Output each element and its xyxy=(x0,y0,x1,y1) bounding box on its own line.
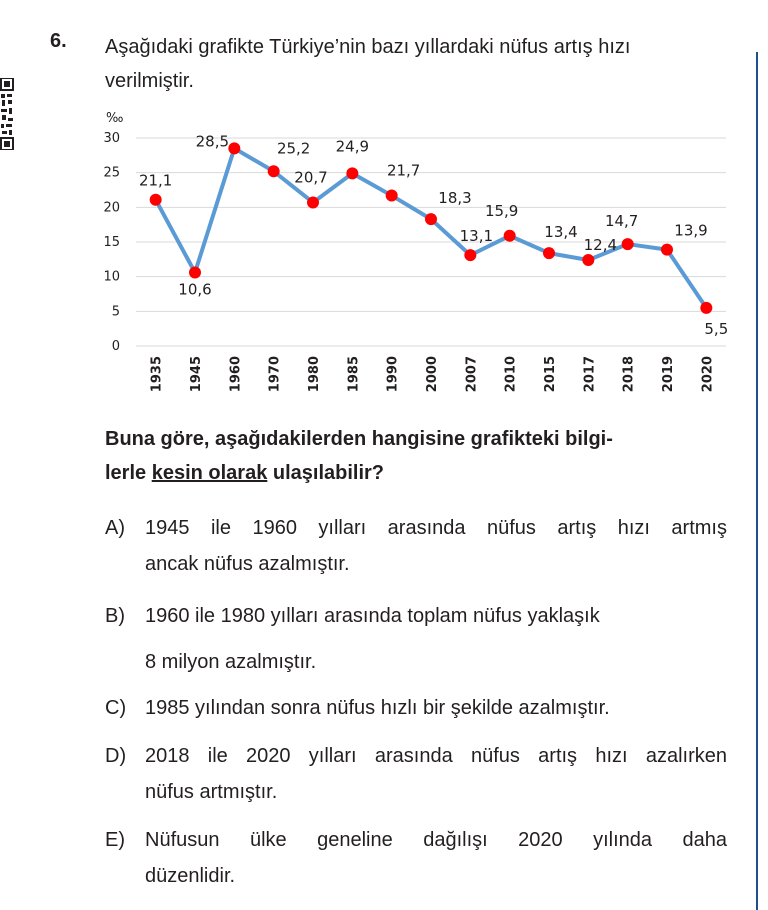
data-label: 25,2 xyxy=(276,139,311,158)
data-label: 18,3 xyxy=(438,189,472,208)
option-a-line-2: ancak nüfus azalmıştır. xyxy=(145,553,350,575)
data-point xyxy=(425,213,437,225)
population-growth-chart xyxy=(98,108,738,408)
data-label: 15,9 xyxy=(484,201,519,220)
data-label: 14,7 xyxy=(604,212,639,231)
y-axis-unit-label: ‰ xyxy=(106,111,124,126)
data-point xyxy=(700,302,712,314)
data-label: 13,1 xyxy=(459,227,494,246)
option-e-letter: E) xyxy=(105,829,125,851)
y-tick-label: 15 xyxy=(103,235,120,250)
data-point xyxy=(189,267,201,279)
data-label: 13,9 xyxy=(674,221,708,240)
option-e-line-2: düzenlidir. xyxy=(145,865,236,887)
data-point xyxy=(661,244,673,256)
x-tick-label: 2020 xyxy=(700,356,716,393)
option-b-letter: B) xyxy=(105,605,125,627)
data-label: 20,7 xyxy=(294,168,328,187)
data-point xyxy=(268,165,280,177)
option-b-continued[interactable] xyxy=(105,644,727,680)
data-point xyxy=(150,194,162,206)
data-label: 21,1 xyxy=(138,171,173,190)
x-tick-label: 1990 xyxy=(385,356,401,393)
data-point xyxy=(386,190,398,202)
x-tick-label: 1935 xyxy=(149,356,165,393)
data-label: 12,4 xyxy=(583,236,618,255)
option-b-line-2: 8 milyon azalmıştır. xyxy=(145,651,317,673)
data-label: 28,5 xyxy=(195,132,230,151)
y-tick-label: 30 xyxy=(103,131,120,146)
question-prompt xyxy=(105,422,727,490)
y-tick-label: 10 xyxy=(103,269,120,285)
option-e[interactable] xyxy=(105,822,727,894)
x-tick-label: 1960 xyxy=(228,356,244,393)
y-tick-label: 5 xyxy=(111,304,120,320)
x-tick-label: 1945 xyxy=(189,356,204,393)
stem-line-1: Aşağıdaki grafikte Türkiye’nin bazı yıllardaki nüfus artış hızı xyxy=(105,36,631,58)
option-a-letter: A) xyxy=(105,517,125,539)
y-tick-label: 0 xyxy=(111,339,120,354)
x-tick-label: 2019 xyxy=(661,356,676,393)
option-c-line-1: 1985 yılından sonra nüfus hızlı bir şekilde azalmıştır. xyxy=(145,697,610,719)
option-c-letter: C) xyxy=(105,697,127,719)
x-tick-label: 1970 xyxy=(267,356,283,393)
option-c[interactable] xyxy=(105,690,727,726)
option-b[interactable] xyxy=(105,598,727,634)
prompt-line-2 xyxy=(105,456,727,490)
data-label: 21,7 xyxy=(386,161,421,180)
prompt-text-post: ulaşılabilir? xyxy=(267,462,385,484)
data-point xyxy=(307,196,319,208)
option-e-line-1: Nüfusun ülke geneline dağılışı 2020 yılında daha xyxy=(145,829,727,851)
data-point xyxy=(464,249,476,261)
option-b-line-1: 1960 ile 1980 yılları arasında toplam nüfus yaklaşık xyxy=(145,605,600,627)
x-tick-label: 2015 xyxy=(543,356,558,393)
data-point xyxy=(504,230,516,242)
option-d-line-2: nüfus artmıştır. xyxy=(145,781,278,803)
data-point xyxy=(543,247,555,259)
y-tick-label: 25 xyxy=(103,165,120,181)
data-label: 13,4 xyxy=(544,223,578,242)
data-point xyxy=(622,238,634,250)
data-point xyxy=(228,142,240,154)
y-tick-label: 20 xyxy=(103,200,120,216)
x-tick-label: 2007 xyxy=(464,356,480,393)
data-point xyxy=(582,254,594,266)
option-a[interactable] xyxy=(105,510,727,582)
qr-code-icon xyxy=(0,78,14,150)
page-margin-rule xyxy=(756,52,758,910)
data-label: 5,5 xyxy=(704,319,729,338)
prompt-line-1: Buna göre, aşağıdakilerden hangisine grafikteki bilgi- xyxy=(105,428,613,450)
x-tick-label: 2018 xyxy=(621,356,637,393)
option-d[interactable] xyxy=(105,738,727,810)
option-d-line-1: 2018 ile 2020 yılları arasında nüfus artış hızı azalırken xyxy=(145,745,727,767)
data-point xyxy=(346,167,358,179)
x-tick-label: 1985 xyxy=(346,356,362,393)
data-label: 10,6 xyxy=(178,280,212,299)
option-a-line-1: 1945 ile 1960 yılları arasında nüfus artış hızı artmış xyxy=(145,517,727,539)
question-number: 6. xyxy=(50,30,67,52)
prompt-emphasis: kesin olarak xyxy=(151,462,268,484)
x-tick-label: 2010 xyxy=(503,356,519,393)
question-stem xyxy=(105,30,725,98)
x-tick-label: 1980 xyxy=(307,356,322,393)
x-tick-label: 2000 xyxy=(425,356,440,393)
stem-line-2: verilmiştir. xyxy=(105,70,194,92)
data-label: 24,9 xyxy=(335,137,370,156)
x-tick-label: 2017 xyxy=(582,356,598,393)
prompt-text-pre: lerle xyxy=(105,462,152,484)
option-d-letter: D) xyxy=(105,745,127,767)
